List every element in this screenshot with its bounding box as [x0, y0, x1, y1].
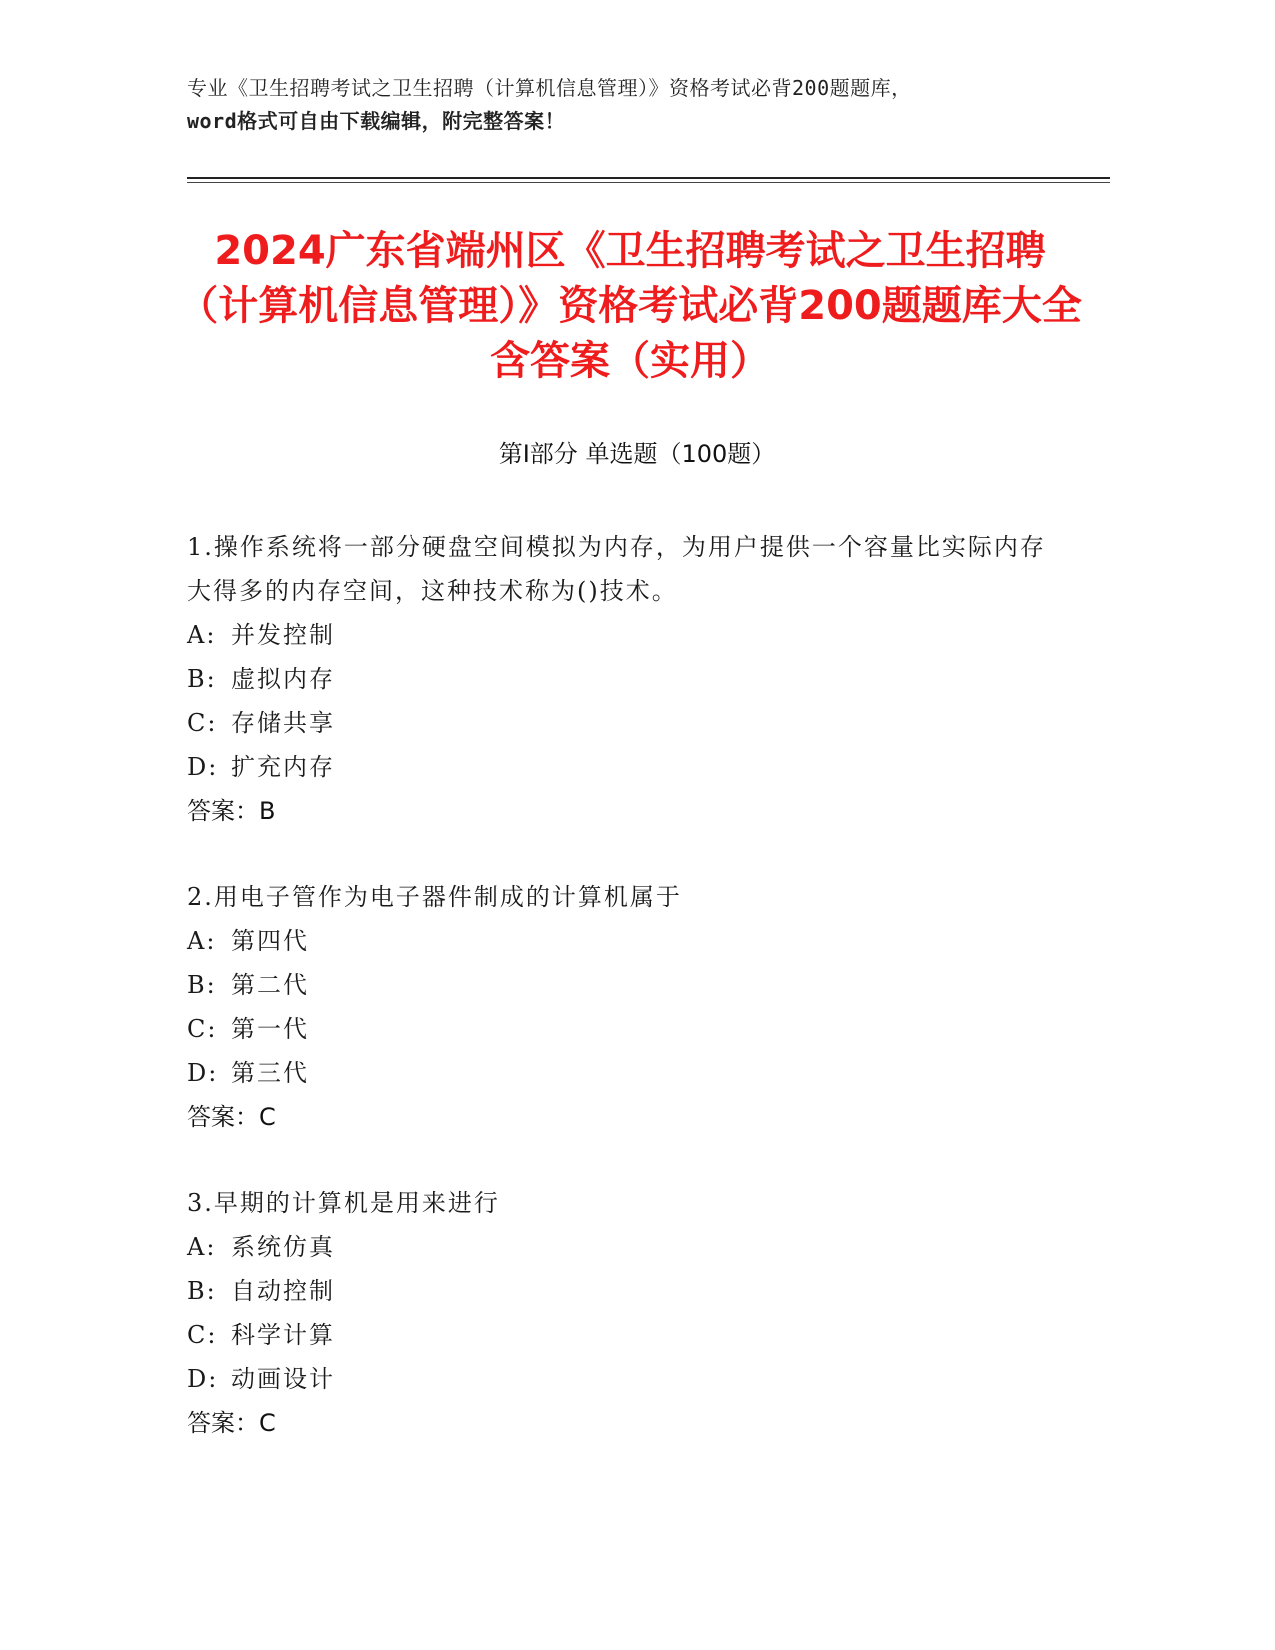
option-letter: A: — [187, 1233, 217, 1261]
header-note — [187, 72, 1087, 138]
option-b — [187, 963, 1067, 1007]
option-a — [187, 613, 1067, 657]
option-d — [187, 1357, 1067, 1401]
header-divider-thick — [187, 177, 1110, 179]
option-text: 第二代 — [231, 971, 309, 999]
question-stem: 2.用电子管作为电子器件制成的计算机属于 — [187, 883, 682, 911]
option-text: 并发控制 — [231, 621, 335, 649]
option-letter: C: — [187, 1015, 218, 1043]
question-3 — [187, 1181, 1067, 1445]
option-letter: B: — [187, 665, 217, 693]
answer-line: 答案：C — [187, 1409, 276, 1437]
option-letter: B: — [187, 971, 217, 999]
question-1 — [187, 525, 1067, 833]
option-d — [187, 745, 1067, 789]
option-text: 第四代 — [231, 927, 309, 955]
question-list — [187, 525, 1067, 1487]
option-text: 动画设计 — [231, 1365, 335, 1393]
option-c — [187, 701, 1067, 745]
option-text: 科学计算 — [231, 1321, 335, 1349]
option-text: 第三代 — [231, 1059, 309, 1087]
option-text: 自动控制 — [231, 1277, 335, 1305]
option-letter: B: — [187, 1277, 217, 1305]
answer-line: 答案：B — [187, 797, 276, 825]
header-note-line1: 专业《卫生招聘考试之卫生招聘（计算机信息管理）》资格考试必背200题题库， — [187, 76, 912, 100]
option-letter: D: — [187, 1059, 219, 1087]
option-text: 存储共享 — [231, 709, 335, 737]
option-a — [187, 1225, 1067, 1269]
document-title: 2024广东省端州区《卫生招聘考试之卫生招聘（计算机信息管理）》资格考试必背200题题库大全含答案（实用） — [178, 228, 1082, 384]
option-text: 系统仿真 — [231, 1233, 335, 1261]
question-stem: 1.操作系统将一部分硬盘空间模拟为内存，为用户提供一个容量比实际内存大得多的内存空间，这种技术称为()技术。 — [187, 533, 1046, 605]
option-letter: D: — [187, 1365, 219, 1393]
answer-line: 答案：C — [187, 1103, 276, 1131]
option-b — [187, 657, 1067, 701]
option-a — [187, 919, 1067, 963]
option-letter: A: — [187, 927, 217, 955]
question-stem: 3.早期的计算机是用来进行 — [187, 1189, 500, 1217]
option-text: 第一代 — [231, 1015, 309, 1043]
option-letter: C: — [187, 709, 218, 737]
option-letter: D: — [187, 753, 219, 781]
option-letter: C: — [187, 1321, 218, 1349]
option-c — [187, 1313, 1067, 1357]
section-heading: 第I部分 单选题（100题） — [498, 440, 776, 468]
question-2 — [187, 875, 1067, 1139]
option-text: 扩充内存 — [231, 753, 335, 781]
option-text: 虚拟内存 — [231, 665, 335, 693]
header-note-line2: word格式可自由下载编辑，附完整答案！ — [187, 109, 566, 133]
header-divider-thin — [187, 182, 1110, 183]
option-b — [187, 1269, 1067, 1313]
option-c — [187, 1007, 1067, 1051]
option-letter: A: — [187, 621, 217, 649]
option-d — [187, 1051, 1067, 1095]
